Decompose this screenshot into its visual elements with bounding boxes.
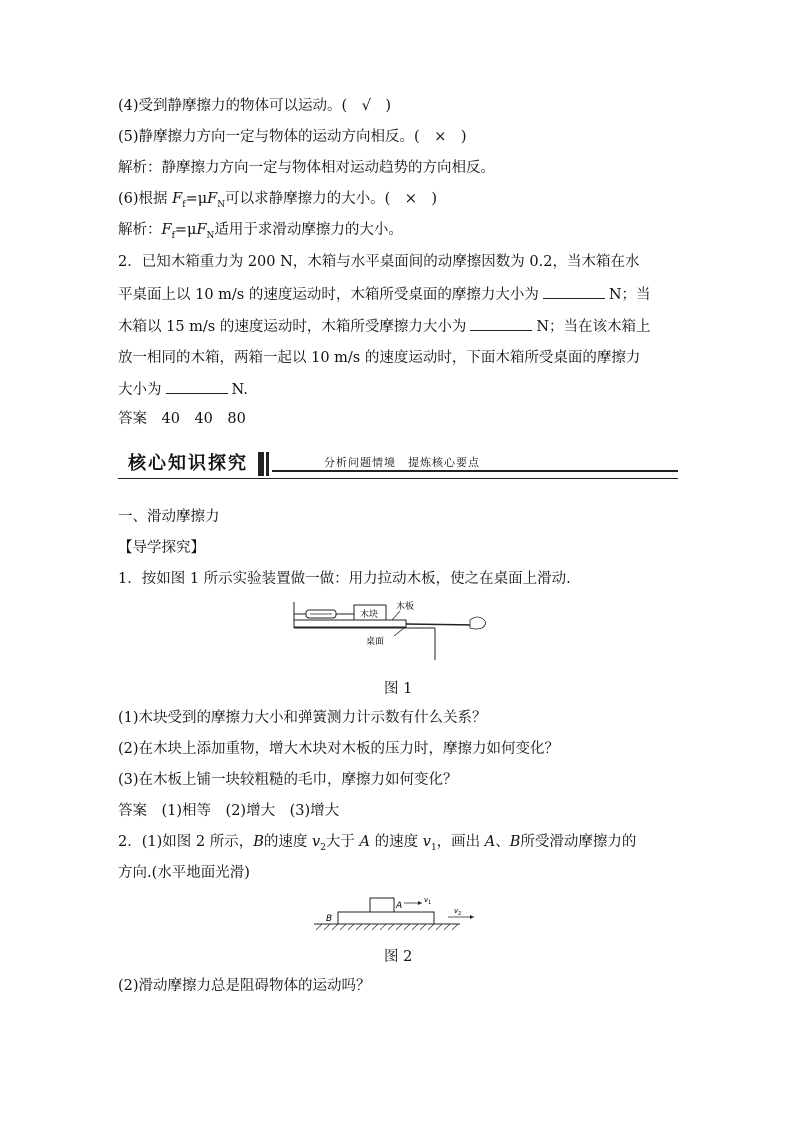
answer-blank: [470, 316, 532, 331]
item-4: (4)受到静摩擦力的物体可以运动。( √ ): [118, 98, 392, 114]
guide-question-1-1: (1)木块受到的摩擦力大小和弹簧测力计示数有什么关系？: [118, 710, 487, 726]
answer-2: 答案 (1)相等 (2)增大 (3)增大: [118, 803, 340, 819]
guide-heading: 【导学探究】: [118, 540, 205, 556]
board: [294, 620, 406, 627]
section-header-subtitle: 分析问题情境 提炼核心要点: [324, 456, 480, 469]
answer-blank: [543, 284, 605, 299]
question-2-line-5: 大小为 N.: [118, 379, 248, 400]
answer-blank: [166, 379, 228, 394]
block-label: 木块: [360, 610, 379, 620]
board-label: 木板: [396, 602, 415, 612]
pull-rope: [406, 624, 476, 625]
v1-label: v: [424, 896, 429, 904]
guide-question-2-line-2: 方向.(水平地面光滑): [118, 865, 250, 881]
guide-question-2-2: (2)滑动摩擦力总是阻碍物体的运动吗？: [118, 978, 371, 994]
ground-hatch: [316, 924, 458, 930]
header-bar-thin: [266, 452, 269, 476]
table-label: 桌面: [366, 637, 385, 647]
guide-question-1-2: (2)在木块上添加重物，增大木块对木板的压力时，摩擦力如何变化？: [118, 741, 560, 757]
item-5: (5)静摩擦力方向一定与物体的运动方向相反。( × ): [118, 129, 467, 145]
guide-question-1-3: (3)在木板上铺一块较粗糙的毛巾，摩擦力如何变化？: [118, 772, 458, 788]
question-2-line-3: 木箱以 15 m/s 的速度运动时，木箱所受摩擦力大小为 N；当在该木箱上: [118, 316, 651, 337]
section-header-title: 核心知识探究: [118, 452, 264, 476]
v2-label: v: [454, 907, 459, 915]
hand: [470, 617, 486, 629]
item-5-analysis: 解析：静摩擦力方向一定与物体相对运动趋势的方向相反。: [118, 160, 495, 176]
label-b: B: [326, 914, 333, 924]
question-2-line-1: 2．已知木箱重力为 200 N，木箱与水平桌面间的动摩擦因数为 0.2，当木箱在水: [118, 254, 640, 270]
guide-question-2-line-1: 2．(1)如图 2 所示，B的速度 $v_2$大于 A 的速度 $v_1$，画出 A、B所受滑动摩擦力的: [118, 834, 637, 853]
question-2-line-2: 平桌面上以 10 m/s 的速度运动时，木箱所受桌面的摩擦力大小为 N；当: [118, 284, 651, 305]
section-heading: 一、滑动摩擦力: [118, 509, 220, 525]
item-6: (6)根据 $F_f=\mu F_N$可以求静摩擦力的大小。( × ): [118, 191, 438, 210]
question-2-line-4: 放一相同的木箱，两箱一起以 10 m/s 的速度运动时，下面木箱所受桌面的摩擦力: [118, 350, 641, 366]
figure-2-diagram: [310, 890, 480, 934]
figure-1-caption: 图 1: [384, 681, 413, 697]
block-b: [338, 912, 434, 924]
header-rule: [272, 470, 678, 472]
v1-sub: 1: [428, 900, 432, 906]
label-a: A: [396, 901, 403, 911]
header-underline: [118, 478, 678, 479]
header-bar: [258, 452, 264, 476]
guide-question-1: 1．按如图 1 所示实验装置做一做：用力拉动木板，使之在桌面上滑动.: [118, 571, 571, 587]
figure-1-diagram: [288, 598, 494, 662]
v2-sub: 2: [458, 911, 462, 917]
figure-2-caption: 图 2: [384, 949, 413, 965]
item-6-analysis: 解析：$F_f=\mu F_N$适用于求滑动摩擦力的大小。: [118, 222, 403, 241]
block-a: [370, 898, 394, 912]
answer-1: 答案 40 40 80: [118, 411, 246, 427]
